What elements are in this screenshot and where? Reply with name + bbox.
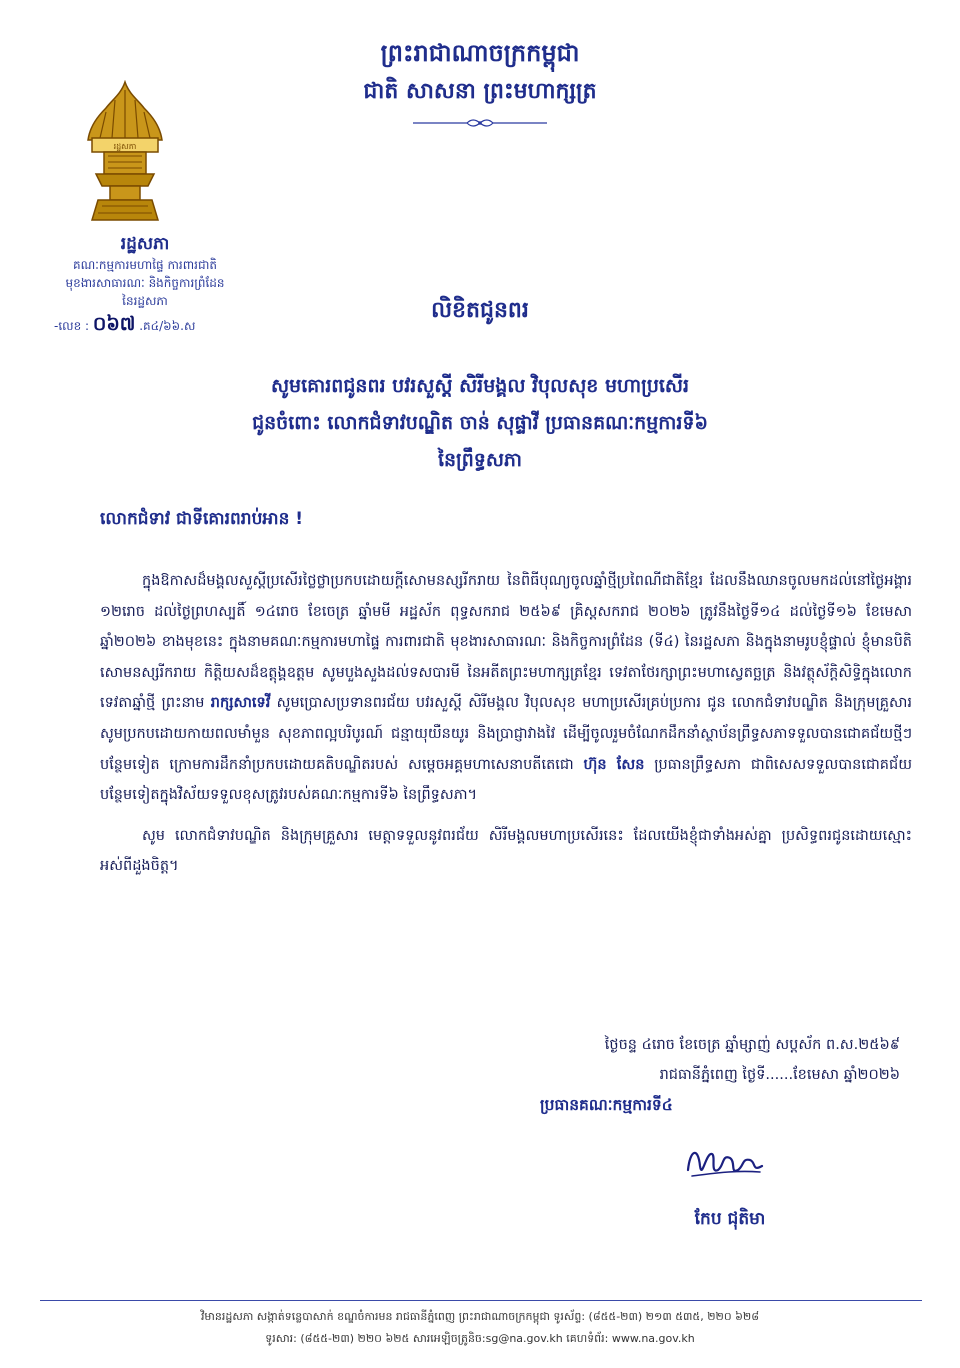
reference-number-handwritten: ០៦៧ (92, 313, 136, 335)
leader-name: ហ៊ុន សែន (583, 756, 645, 773)
national-motto: ជាតិ សាសនា ព្រះមហាក្សត្រ (363, 79, 597, 104)
lunar-date: ថ្ងៃចន្ទ ៤រោច ខែចេត្រ ឆ្នាំម្សាញ់ សប្តស័ក ព.ស.២៥៦៩ (604, 1037, 900, 1053)
footer-contact: ទូរសារ: (៨៥៥-២៣) ២២០ ៦២៥ សារអេឡិចត្រូនិច:sg@na.gov.kh គេហទំព័រ: www.na.gov.kh (265, 1332, 695, 1345)
committee-line-3: នៃរដ្ឋសភា (122, 294, 168, 308)
body-paragraph-1 (100, 566, 912, 811)
committee-line-2: មុខងារសាធារណៈ និងកិច្ចការព្រំដែន (65, 276, 225, 290)
footer (120, 1306, 840, 1350)
ornament-divider-icon (405, 116, 555, 130)
body-paragraph-2: សូម លោកជំទាវបណ្ឌិត និងក្រុមគ្រួសារ មេត្តាទទួលនូវពរជ័យ សិរីមង្គលមហាប្រសើរនេះ ដែលយើងខ្ញុំជាទាំងអស់គ្នា ប្រសិទ្ធពរជូនដោយស្មោះអស់ពីដួងចិត្ត។ (100, 827, 912, 875)
greeting-line-2: ជូនចំពោះ លោកជំទាវបណ្ឌិត ចាន់ សុផ្ទាវី ប្រធានគណៈកម្មការទី៦ (252, 412, 708, 434)
signer-name: កែប ជុតិមា (694, 1209, 766, 1229)
greeting-line-1: សូមគោរពជូនពរ បវរសួស្តី សិរីមង្គល វិបុលសុខ មហាប្រសើរ (270, 375, 690, 397)
closing-block (420, 1030, 900, 1120)
national-assembly-emblem-icon (82, 80, 168, 230)
signer-title: ប្រធានគណៈកម្មការទី៤ (540, 1096, 673, 1114)
document-title: លិខិតជូនពរ (431, 298, 529, 323)
reference-suffix: .គ៤/៦៦.ស (139, 319, 196, 333)
body-p1-part-b: សូមប្រោសប្រទានពរជ័យ បវរសួស្តី សិរីមង្គល វិបុលសុខ មហាប្រសើរគ្រប់ប្រការ ជូន លោកជំទាវបណ្ឌិត និងក្រុមគ្រួសារ សូមប្រកបដោយកាយពលមាំមួន សុខភាពល្អបរិបូរណ៍ ជន្មាយុយឺនយូរ និងប្រាជ្ញាវាងវៃ ដើម្បីចូលរួមចំណែកដឹកនាំស្ថាប័នព្រឹទ្ធសភាទទួលបានជោគជ័យថ្មីៗបន្ថែមទៀត ក្រោមការដឹកនាំប្រកបដោយគតិបណ្ឌិតរបស់ សម្តេចអគ្គមហាសេនាបតីតេជោ (100, 695, 912, 773)
committee-line-1: គណៈកម្មការមហាផ្ទៃ ការពារជាតិ (73, 258, 217, 272)
salutation: លោកជំទាវ ជាទីគោរពរាប់អាន ! (100, 509, 304, 529)
city-date (420, 1060, 900, 1090)
sender-name: រដ្ឋសភា (120, 234, 170, 254)
greeting-heading (110, 368, 850, 479)
sender-block (40, 232, 250, 336)
handwritten-signature-icon (680, 1140, 770, 1188)
footer-divider (40, 1300, 922, 1301)
body-p1-part-c: ប្រធានព្រឹទ្ធសភា ជាពិសេសទទួលបានជោគជ័យបន្ថែមទៀតក្នុងវិស័យទទួលខុសត្រូវរបស់គណៈកម្មការទី៦ នៃព្រឹទ្ធសភា។ (100, 756, 912, 804)
body-p1-part-a: ក្នុងឱកាសដ៏មង្គលសួស្តីប្រសើរថ្លៃថ្លាប្រកបដោយក្តីសោមនស្សរីករាយ នៃពិធីបុណ្យចូលឆ្នាំថ្មីប្រពៃណីជាតិខ្មែរ ដែលនឹងឈានចូលមកដល់នៅថ្ងៃអង្គារ ១២រោច ដល់ថ្ងៃព្រហស្បតិ៍ ១៤រោច ខែចេត្រ ឆ្នាំមមី អដ្ឋស័ក ពុទ្ធសករាជ ២៥៦៩ គ្រិស្តសករាជ ២០២៦ ត្រូវនឹងថ្ងៃទី១៤ ដល់ថ្ងៃទី១៦ ខែមេសា ឆ្នាំ២០២៦ ខាងមុខនេះ ក្នុងនាមគណៈកម្មការមហាផ្ទៃ ការពារជាតិ មុខងារសាធារណៈ និងកិច្ចការព្រំដែន (ទី៤) នៃរដ្ឋសភា និងក្នុងនាមរូបខ្ញុំផ្ទាល់ ខ្ញុំមានបិតិសោមនស្សរីករាយ កិត្តិយសដ៏ឧត្តុង្គឧត្តម សូមបួងសួងដល់ទសបារមី នៃអតីតព្រះមហាក្សត្រខ្មែរ ទេវតាថែរក្សាព្រះមហាស្វេតច្ឆត្រ និងវត្ថុស័ក្តិសិទ្ធិក្នុងលោក ទេវតាឆ្នាំថ្មី ព្រះនាម (100, 573, 912, 712)
reference-prefix: -លេខ : (54, 319, 90, 333)
greeting-line-3: នៃព្រឹទ្ធសភា (437, 449, 523, 471)
deity-name: រាក្សសាទេវី (210, 695, 271, 712)
footer-address: វិមានរដ្ឋសភា សង្កាត់ទន្លេបាសាក់ ខណ្ឌចំការមន រាជធានីភ្នំពេញ ព្រះរាជាណាចក្រកម្ពុជា ទូរស័ព្ទ: (៨៥៥-២៣) ២១៣ ៥៣៥, ២២០ ៦២៨ (200, 1310, 760, 1323)
letter-body (100, 566, 912, 882)
letterhead (300, 36, 660, 134)
emblem-banner-text: រដ្ឋសភា (113, 142, 137, 151)
reference-number (40, 314, 250, 336)
kingdom-title: ព្រះរាជាណាចក្រកម្ពុជា (380, 39, 580, 67)
city-date-text: រាជធានីភ្នំពេញ ថ្ងៃទី......ខែមេសា ឆ្នាំ២០២៦ (659, 1067, 900, 1083)
